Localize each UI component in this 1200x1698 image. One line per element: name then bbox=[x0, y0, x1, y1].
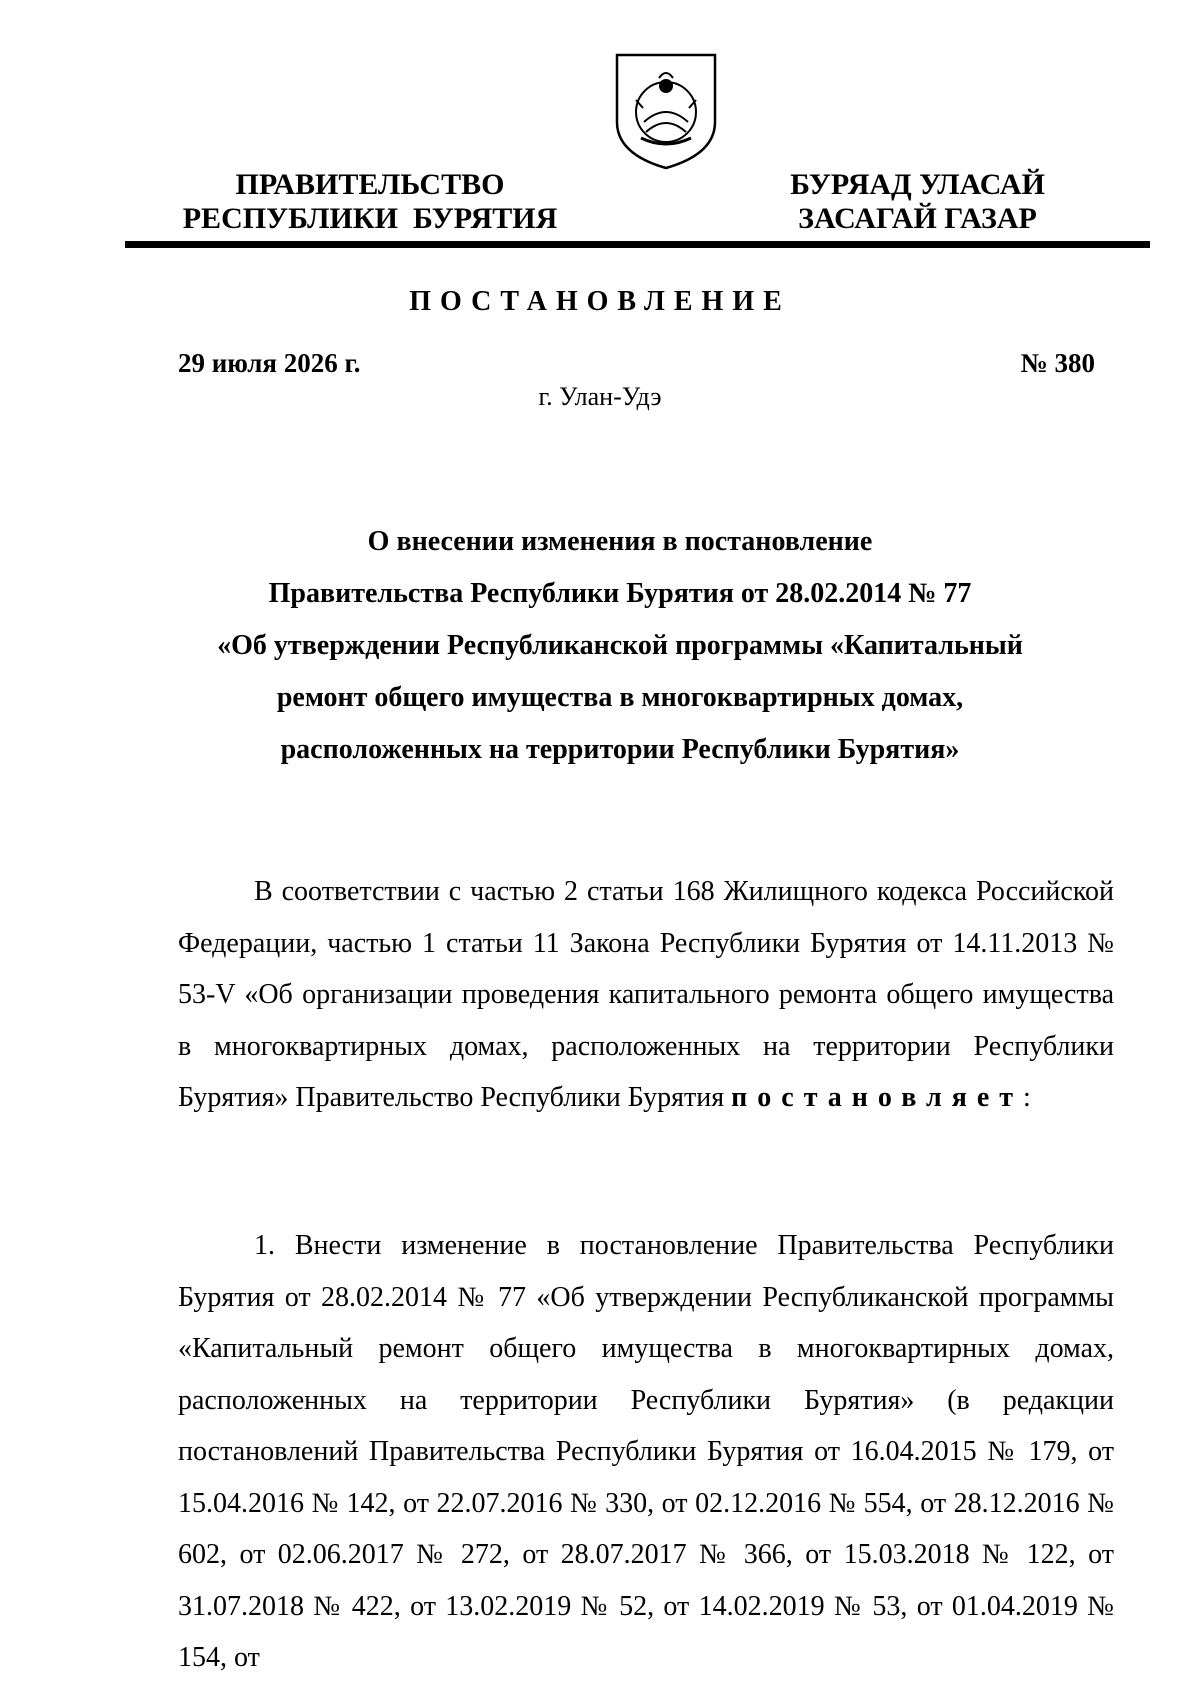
preamble-text: В соответствии с частью 2 статьи 168 Жилищного кодекса Российской Федерации, частью 1 статьи 11 Закона Республики Бурятия от 14.11.2013 № 53-V «Об организации проведения капитального ремонта общего имущества в многоквартирных домах, расположенных на территории Республики Бурятия» Правительство Республики Бурятия bbox=[178, 876, 1114, 1113]
preamble-end: : bbox=[1023, 1082, 1031, 1113]
document-city: г. Улан-Удэ bbox=[538, 382, 662, 411]
document-type: ПОСТАНОВЛЕНИЕ bbox=[409, 286, 791, 317]
item-1-text: 1. Внести изменение в постановление Правительства Республики Бурятия от 28.02.2014 № 77 «Об утверждении Республиканской программы «Капитальный ремонт общего имущества в многоквартирных домах, расположенных на территории Республики Бурятия» (в редакции постановлений Правительства Республики Бурятия от 16.04.2015 № 179, от 15.04.2016 № 142, от 22.07.2016 № 330, от 02.12.2016 № 554, от 28.12.2016 № 602, от 02.06.2017 № 272, от 28.07.2017 № 366, от 15.03.2018 № 122, от 31.07.2018 № 422, от 13.02.2019 № 52, от 14.02.2019 № 53, от 01.04.2019 № 154, от bbox=[178, 1230, 1114, 1673]
title-line: Правительства Республики Бурятия от 28.02.2014 № 77 bbox=[268, 578, 972, 609]
header-left bbox=[155, 168, 585, 236]
document-date: 29 июля 2026 г. bbox=[178, 348, 361, 378]
decree-word: постановляет bbox=[731, 1082, 1024, 1113]
header-right-line2: ЗАСАГАЙ ГАЗАР bbox=[798, 202, 1037, 235]
header-left-line2: РЕСПУБЛИКИ БУРЯТИЯ bbox=[182, 202, 558, 235]
header-divider bbox=[125, 241, 1150, 248]
header-right-line1: БУРЯАД УЛАСАЙ bbox=[790, 168, 1045, 201]
header-right bbox=[740, 168, 1095, 236]
title-line: О внесении изменения в постановление bbox=[367, 526, 873, 557]
document-number: № 380 bbox=[1020, 348, 1095, 378]
preamble-paragraph bbox=[178, 866, 1114, 1124]
coat-of-arms-icon bbox=[611, 50, 721, 172]
header-left-line1: ПРАВИТЕЛЬСТВО bbox=[235, 168, 505, 201]
item-1-paragraph bbox=[178, 1220, 1114, 1684]
title-line: расположенных на территории Республики Бурятия» bbox=[280, 734, 960, 765]
title-line: ремонт общего имущества в многоквартирных домах, bbox=[276, 682, 964, 713]
document-title bbox=[180, 516, 1060, 776]
title-line: «Об утверждении Республиканской программы «Капитальный bbox=[217, 630, 1023, 661]
